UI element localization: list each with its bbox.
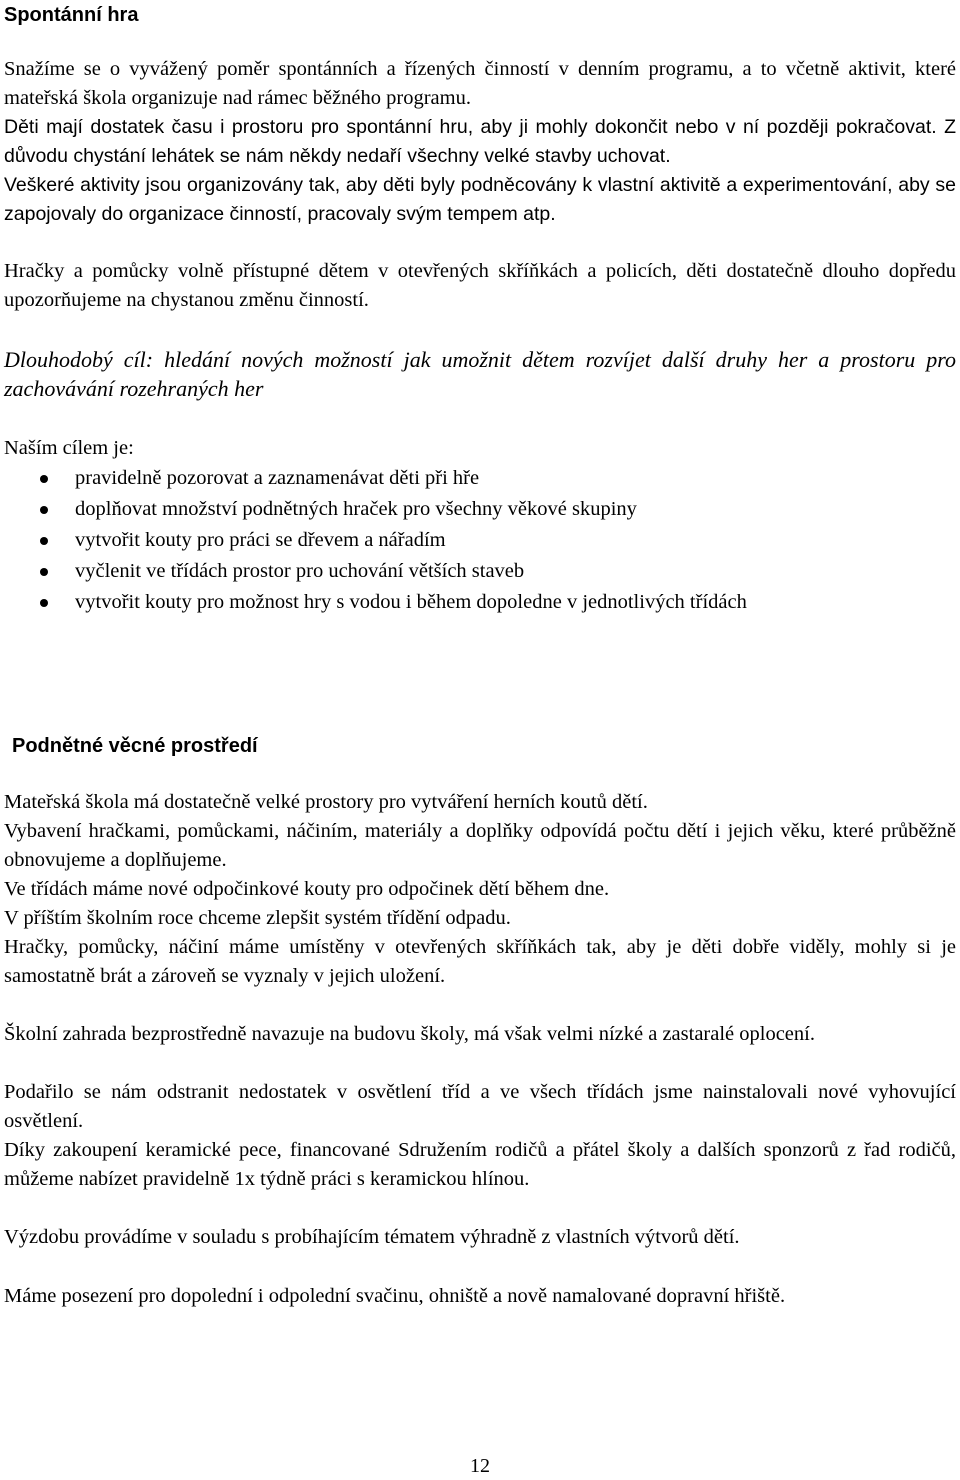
list-item: pravidelně pozorovat a zaznamenávat děti při hře [0, 463, 956, 494]
paragraph-balance: Snažíme se o vyvážený poměr spontánních a řízených činností v denním programu, a to včetně aktivit, které mateřská škola organizuje nad rámec běžného programu. [4, 58, 956, 109]
paragraph-activities: Veškeré aktivity jsou organizovány tak, aby děti byly podněcovány k vlastní aktivitě a experimentování, aby se zapojovaly do organizace činností, pracovaly svým tempem atp. [4, 174, 956, 225]
paragraph-garden: Školní zahrada bezprostředně navazuje na budovu školy, má však velmi nízké a zastaralé oplocení. [4, 1023, 815, 1045]
paragraph-lighting: Podařilo se nám odstranit nedostatek v osvětlení tříd a ve všech třídách jsme nainstalovali nové vyhovující osvětlení. [4, 1081, 956, 1132]
bullet-icon [40, 568, 48, 576]
paragraph-equipment: Vybavení hračkami, pomůckami, náčiním, materiály a doplňky odpovídá počtu dětí i jejich věku, které průběžně obnovujeme a doplňujeme. [4, 820, 956, 871]
aims-list [0, 463, 956, 618]
paragraph-toys-access: Hračky a pomůcky volně přístupné dětem v otevřených skříňkách a policích, děti dostatečně dlouho dopředu upozorňujeme na chystanou změnu činností. [4, 260, 956, 311]
paragraph-ceramics: Díky zakoupení keramické pece, financované Sdružením rodičů a přátel školy a dalších sponzorů z řad rodičů, můžeme nabízet pravidelně 1x týdně práci s keramickou hlínou. [4, 1139, 956, 1190]
paragraph-time-space: Děti mají dostatek času i prostoru pro spontánní hru, aby ji mohly dokončit nebo v ní později pokračovat. Z důvodu chystání lehátek se nám někdy nedaří všechny velké stavby uchovat. [4, 116, 956, 167]
paragraph-spaces: Mateřská škola má dostatečně velké prostory pro vytváření herních koutů dětí. [4, 791, 648, 813]
aims-label: Naším cílem je: [4, 437, 134, 459]
section-title-material-environment: Podnětné věcné prostředí [12, 735, 258, 757]
paragraph-storage: Hračky, pomůcky, náčiní máme umístěny v otevřených skříňkách tak, aby je děti dobře viděly, mohly si je samostatně brát a zároveň se vyznaly v jejich uložení. [4, 936, 956, 987]
page-number: 12 [470, 1455, 490, 1477]
list-item: doplňovat množství podnětných hraček pro všechny věkové skupiny [0, 494, 956, 525]
list-item: vytvořit kouty pro možnost hry s vodou i během dopoledne v jednotlivých třídách [0, 587, 956, 618]
list-item: vytvořit kouty pro práci se dřevem a nářadím [0, 525, 956, 556]
paragraph-seating: Máme posezení pro dopolední i odpolední svačinu, ohniště a nově namalované dopravní hřiště. [4, 1285, 786, 1307]
list-item: vyčlenit ve třídách prostor pro uchování větších staveb [0, 556, 956, 587]
paragraph-waste: V příštím školním roce chceme zlepšit systém třídění odpadu. [4, 907, 511, 929]
section-title-spontaneous-play: Spontánní hra [4, 4, 139, 26]
bullet-icon [40, 537, 48, 545]
bullet-icon [40, 506, 48, 514]
bullet-icon [40, 475, 48, 483]
paragraph-decoration: Výzdobu provádíme v souladu s probíhajícím tématem výhradně z vlastních výtvorů dětí. [4, 1226, 740, 1248]
bullet-icon [40, 599, 48, 607]
paragraph-rest-corners: Ve třídách máme nové odpočinkové kouty pro odpočinek dětí během dne. [4, 878, 610, 900]
long-term-goal: Dlouhodobý cíl: hledání nových možností jak umožnit dětem rozvíjet další druhy her a prostoru pro zachovávání rozehraných her [4, 347, 956, 401]
